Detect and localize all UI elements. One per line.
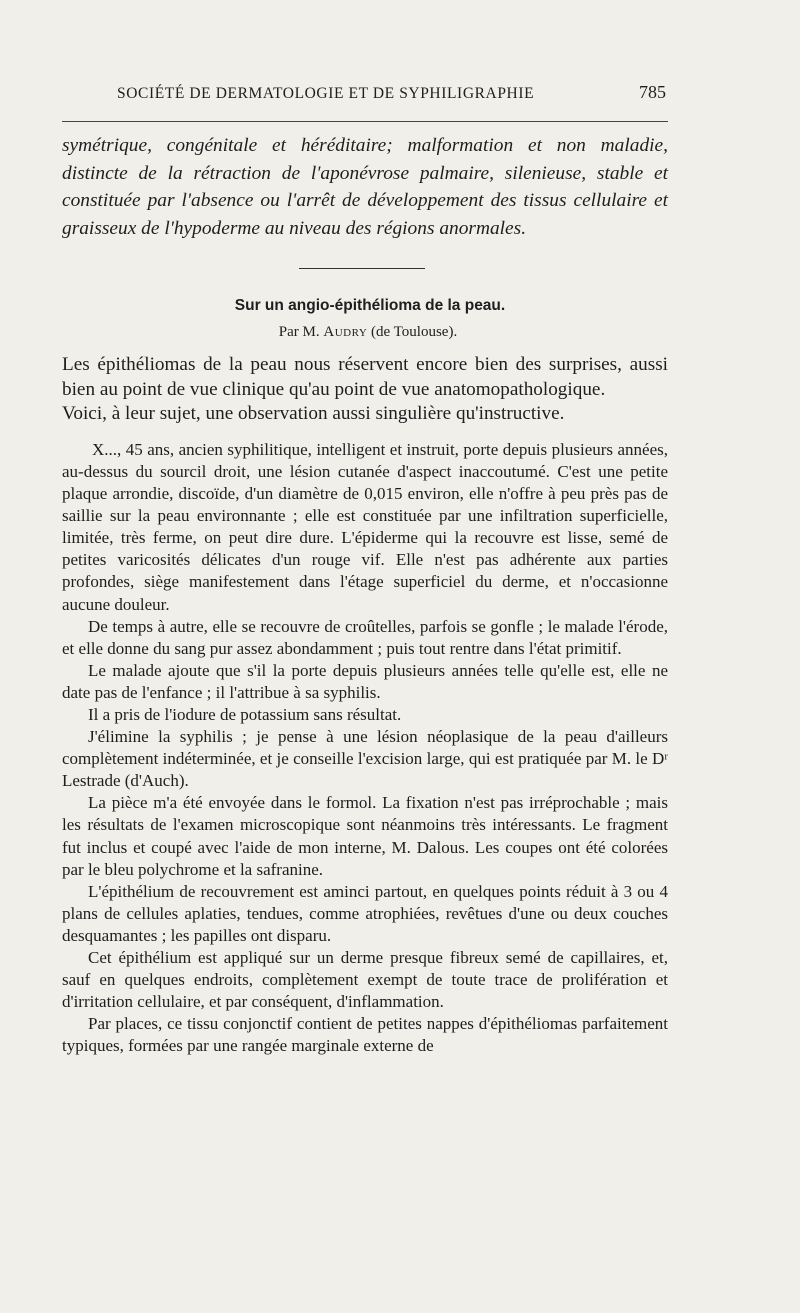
continued-paragraph: symétrique, congénitale et héréditaire; malformation et non maladie, distincte de la rétraction de l'aponévrose palmaire, silenieuse, stable et constituée par l'absence ou l'arrêt de développement des tissus cellulaire et graisseux de l'hypoderme au niveau des régions anormales. — [62, 135, 668, 239]
page-number: 785 — [639, 82, 666, 102]
body-paragraph: X..., 45 ans, ancien syphilitique, intelligent et instruit, porte depuis plusieurs années, au-dessus du sourcil droit, une lésion cutanée d'aspect inaccoutumé. C'est une petite plaque arrondie, discoïde, d'un diamètre de 0,015 environ, elle n'offre à peu près pas de saillie sur la peau environnante ; elle est constituée par une infiltration superficielle, limitée, très ferme, on peut dire dure. L'épiderme qui la recouvre est lisse, semé de petites varicosités délicates d'un rouge vif. Elle n'est pas adhérente aux parties profondes, siège manifestement dans l'étage superficiel du derme, et n'occasionne aucune douleur. — [62, 439, 668, 614]
header-rule — [62, 121, 668, 122]
body-paragraph: De temps à autre, elle se recouvre de croûtelles, parfois se gonfle ; le malade l'érode, et elle donne du sang pur assez abondamment ; puis tout rentre dans l'état primitif. — [62, 616, 668, 658]
author-prefix: Par M. — [278, 324, 320, 341]
body-paragraph: L'épithélium de recouvrement est aminci partout, en quelques points réduit à 3 ou 4 plans de cellules aplaties, tendues, comme atrophiées, revêtues d'une ou deux couches desquamantes ; les papilles ont disparu. — [62, 881, 668, 945]
body-paragraph: J'élimine la syphilis ; je pense à une lésion néoplasique de la peau d'ailleurs complètement indéterminée, et je conseille l'excision large, qui est pratiquée par M. le Dʳ Lestrade (d'Auch). — [62, 727, 668, 791]
body-paragraph: Il a pris de l'iodure de potassium sans résultat. — [88, 705, 402, 724]
running-head — [62, 82, 668, 103]
article-intro — [62, 353, 668, 427]
body-paragraph: La pièce m'a été envoyée dans le formol. La fixation n'est pas irréprochable ; mais les résultats de l'examen microscopique sont néanmoins très intéressants. Le fragment fut inclus et coupé avec l'aide de mon interne, M. Dalous. Les coupes ont été colorées par le bleu polychrome et la safranine. — [62, 793, 668, 879]
author-place: (de Toulouse). — [371, 324, 458, 341]
article-title: Sur un angio-épithélioma de la peau. — [234, 297, 506, 315]
author-name: Audry — [323, 324, 368, 341]
article-author — [62, 324, 668, 341]
body-paragraph: Cet épithélium est appliqué sur un derme presque fibreux semé de capillaires, et, sauf en quelques endroits, complètement exempt de toute trace de prolifération et d'irritation cellulaire, et par conséquent, d'inflammation. — [62, 948, 668, 1012]
running-title: SOCIÉTÉ DE DERMATOLOGIE ET DE SYPHILIGRAPHIE — [117, 85, 535, 102]
body-paragraph: Le malade ajoute que s'il la porte depuis plusieurs années telle qu'elle est, elle ne date pas de l'enfance ; il l'attribue à sa syphilis. — [62, 660, 668, 702]
section-divider — [299, 268, 425, 269]
body-paragraph: Par places, ce tissu conjonctif contient de petites nappes d'épithéliomas parfaitement typiques, formées par une rangée marginale externe de — [62, 1014, 668, 1056]
intro-paragraph: Voici, à leur sujet, une observation aussi singulière qu'instructive. — [62, 403, 565, 425]
article-body — [62, 439, 668, 1058]
page — [62, 82, 668, 1058]
intro-paragraph: Les épithéliomas de la peau nous réservent encore bien des surprises, aussi bien au point de vue clinique qu'au point de vue anatomopathologique. — [62, 354, 668, 400]
